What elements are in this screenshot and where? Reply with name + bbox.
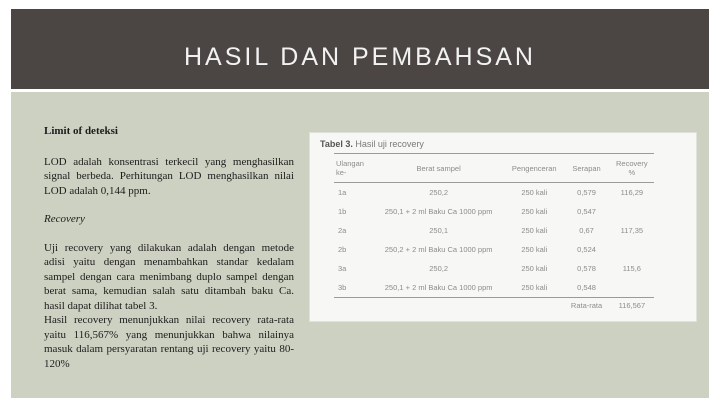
average-value: 116,567 (618, 300, 646, 310)
lod-heading: Limit of deteksi (44, 125, 118, 137)
table-cell: 2a (338, 226, 347, 235)
col-header-serapan: Serapan (563, 154, 609, 183)
table-cell: 0,67 (579, 226, 594, 235)
table-cell: 250 kali (521, 245, 548, 254)
table-cell: 250,1 (429, 226, 449, 235)
recovery-paragraph-2: Hasil recovery menunjukkan nilai recovery rata-rata yaitu 116,567% yang menunjukkan bahwa nilainya masuk dalam persyaratan rentang uji recovery yaitu 80-120% (44, 314, 294, 370)
table-footer-row (334, 298, 654, 313)
table-cell (610, 240, 654, 259)
table-caption-label: Tabel 3. (320, 139, 353, 149)
table-cell: 0,579 (577, 188, 596, 197)
table-caption (320, 139, 424, 149)
recovery-heading: Recovery (44, 213, 85, 225)
table-cell: 0,524 (577, 245, 596, 254)
table-cell: 115,6 (622, 264, 641, 273)
col-header-ulangan: Ulangan ke- (334, 154, 372, 183)
table-caption-text: Hasil uji recovery (352, 139, 424, 149)
table-cell: 1b (338, 207, 347, 216)
recovery-paragraph-1: Uji recovery yang dilakukan adalah dengan metode adisi yaitu dengan menambahkan standar kedalam sampel dengan cara menimbang duplo sampel dengan berat sama, kemudian salah satu ditambah baku Ca. hasil dapat dilihat tabel 3. (44, 241, 294, 312)
table-cell: 250 kali (521, 207, 548, 216)
table-cell: 0,548 (563, 278, 609, 298)
col-header-berat: Berat sampel (372, 154, 505, 183)
table-cell: 117,35 (620, 226, 644, 235)
col-header-recovery: Recovery % (610, 154, 654, 183)
table-cell: 3b (334, 278, 372, 298)
recovery-table-image (309, 132, 697, 322)
average-label: Rata-rata (570, 300, 603, 310)
table-cell: 3a (338, 264, 347, 273)
table-cell: 250,1 + 2 ml Baku Ca 1000 ppm (384, 207, 493, 216)
col-header-pengenceran: Pengenceran (505, 154, 563, 183)
table-cell: 250,1 + 2 ml Baku Ca 1000 ppm (372, 278, 505, 298)
table-cell: 1a (338, 188, 347, 197)
table-cell: 250,2 + 2 ml Baku Ca 1000 ppm (384, 245, 493, 254)
table-cell: 250,2 (429, 188, 449, 197)
table-cell: 2b (338, 245, 347, 254)
table-cell: 250,2 (429, 264, 449, 273)
table-row (334, 240, 654, 259)
table-cell: 250 kali (505, 278, 563, 298)
table-cell: 250 kali (521, 188, 548, 197)
table-cell: 0,578 (577, 264, 596, 273)
table-row (334, 278, 654, 298)
table-row (334, 221, 654, 240)
table-row (334, 202, 654, 221)
table-cell: 0,547 (577, 207, 596, 216)
table-header-row (334, 154, 654, 183)
table-cell (610, 278, 654, 298)
table-cell: 116,29 (620, 188, 644, 197)
text-column (44, 124, 294, 371)
title-bar (11, 9, 709, 89)
content-panel (11, 92, 709, 398)
table-cell: 250 kali (521, 264, 548, 273)
table-row (334, 259, 654, 278)
lod-paragraph: LOD adalah konsentrasi terkecil yang menghasilkan signal berbeda. Perhitungan LOD menghasilkan nilai LOD adalah 0,144 ppm. (44, 155, 294, 197)
table-row (334, 183, 654, 203)
slide-title: HASIL DAN PEMBAHSAN (184, 43, 536, 71)
table-cell (610, 202, 654, 221)
recovery-table (334, 153, 654, 312)
table-cell: 250 kali (521, 226, 548, 235)
